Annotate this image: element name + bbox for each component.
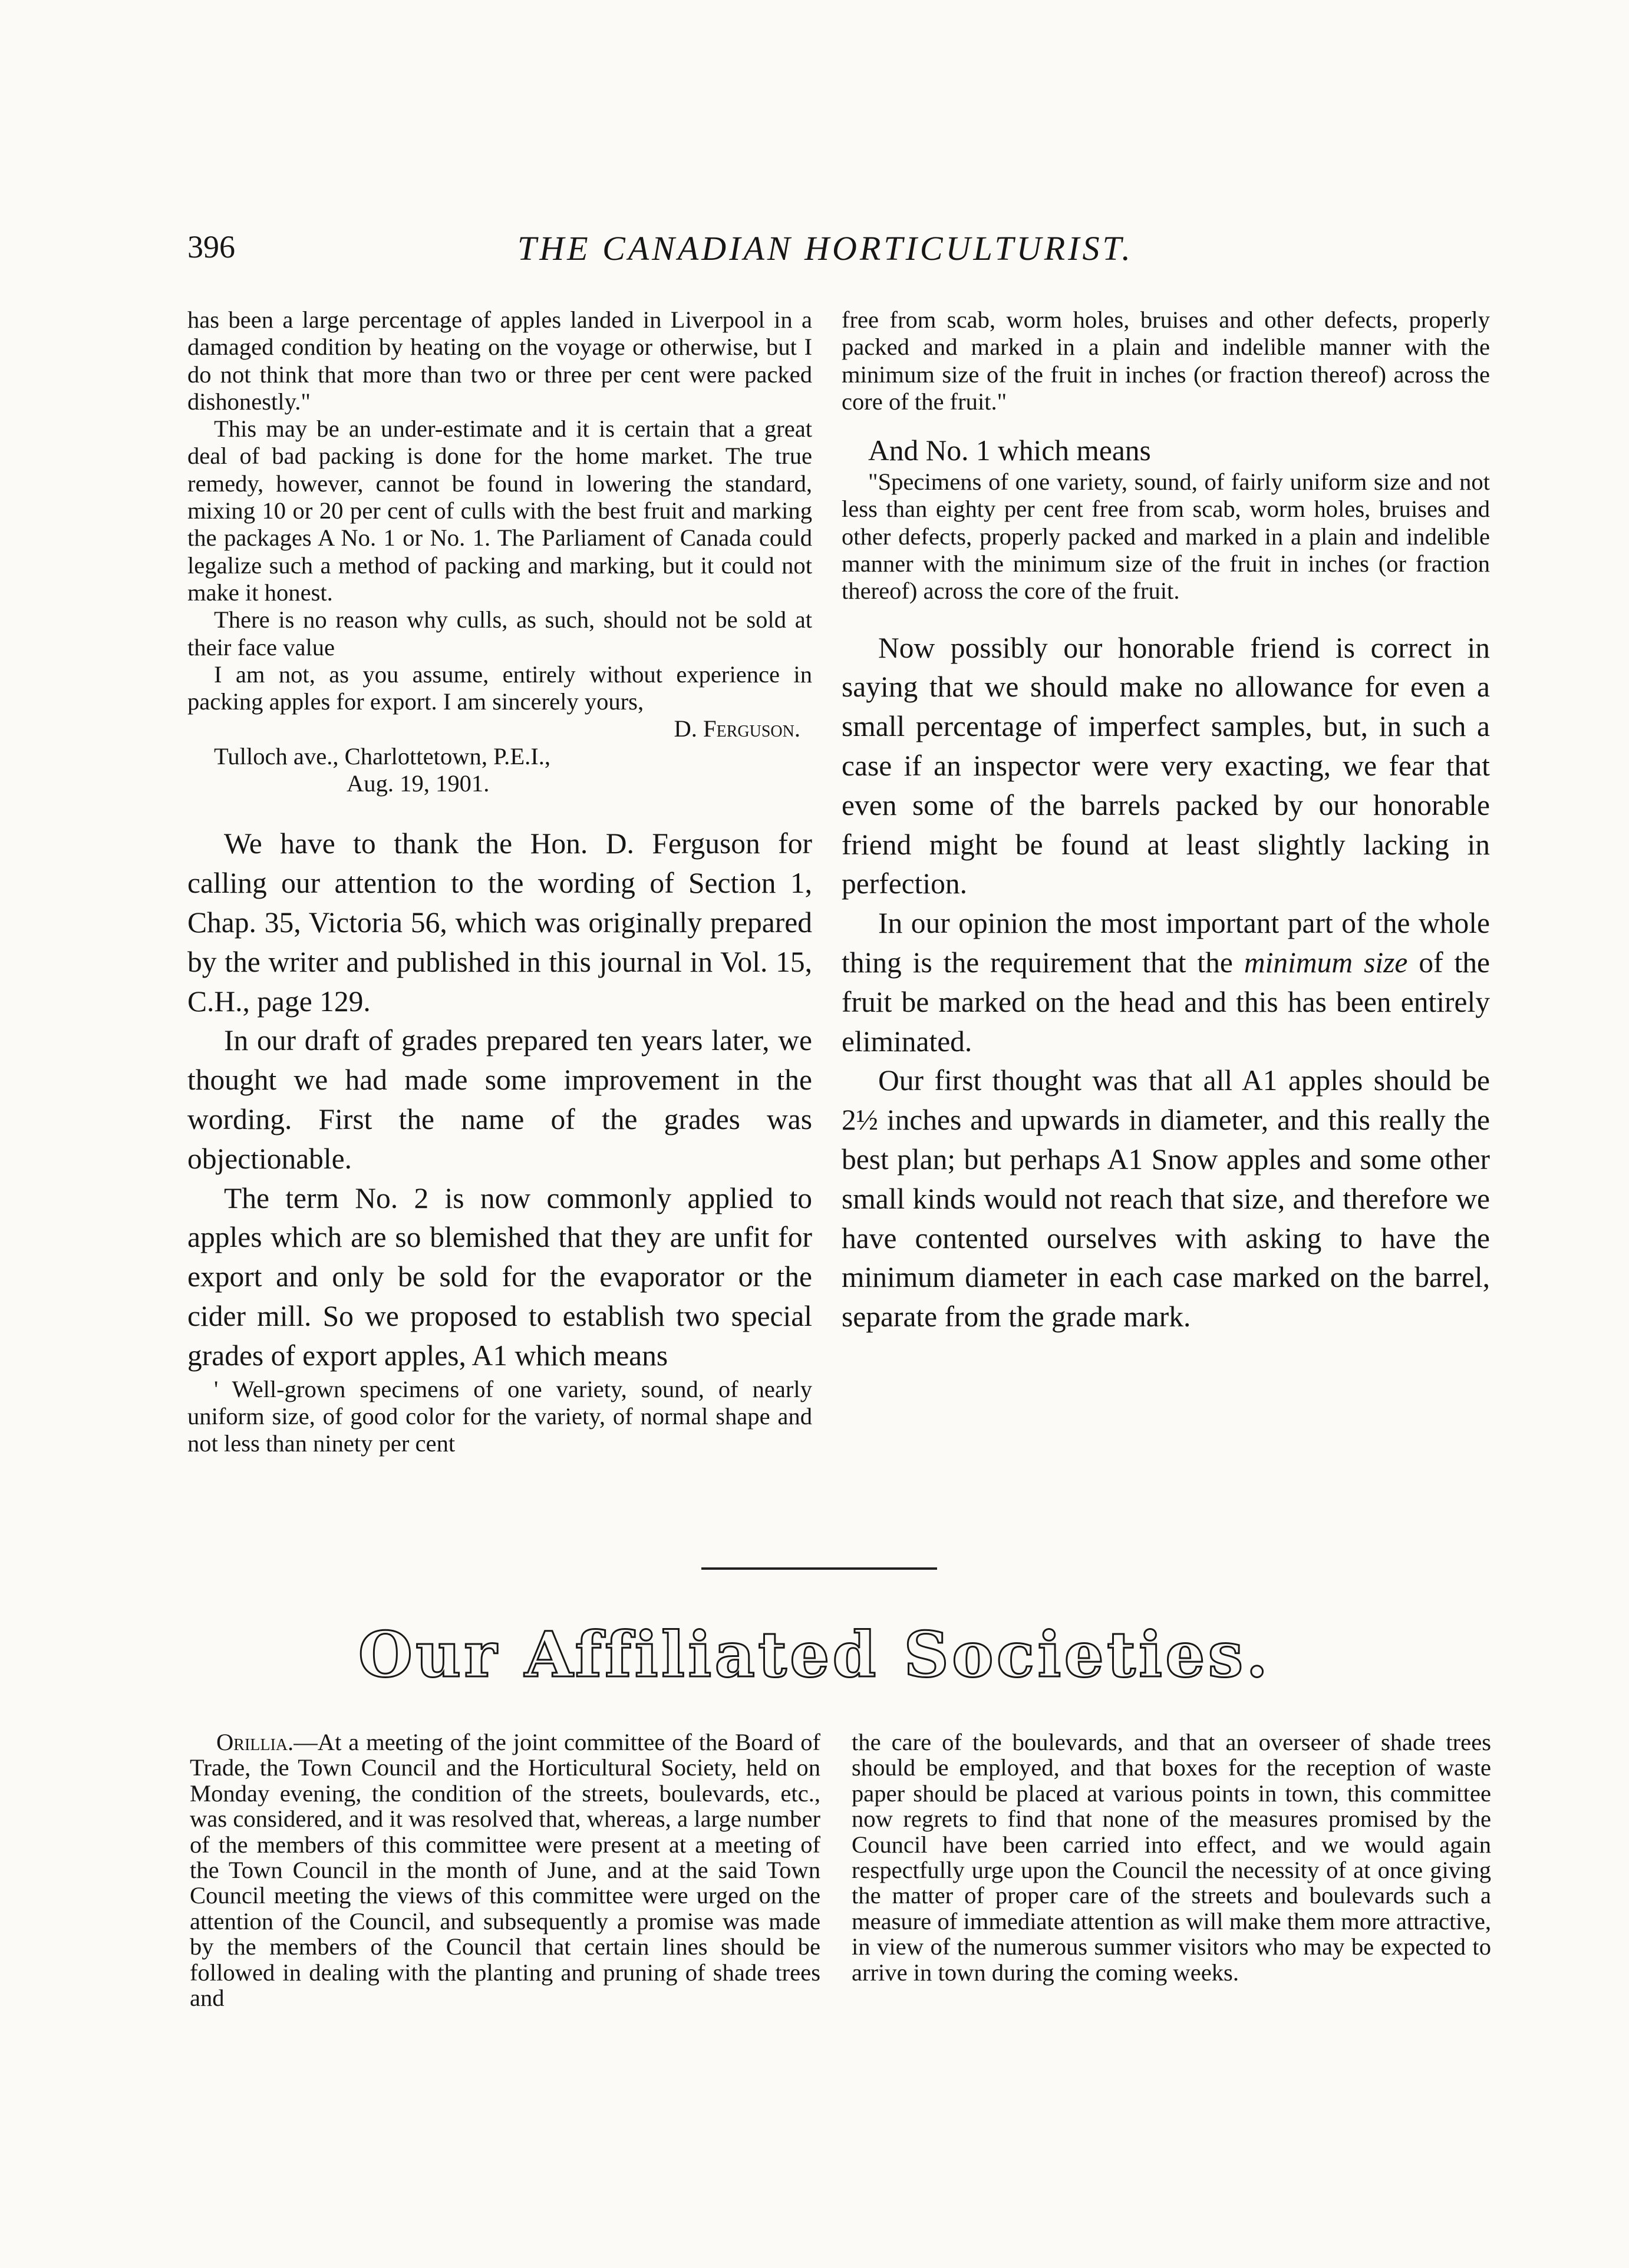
- letter-signature: D. Ferguson.: [674, 715, 800, 742]
- grade-a1-quote: ' Well-grown specimens of one variety, sound, of nearly uniform size, of good color for the variety, of normal shape and not less than ninety per cent: [187, 1375, 812, 1457]
- page-header: [187, 229, 1519, 282]
- running-title: THE CANADIAN HORTICULTURIST.: [517, 229, 1133, 268]
- editorial-paragraph: [842, 904, 1490, 1061]
- letter-place: Tulloch ave., Charlottetown, P.E.I.,: [214, 742, 551, 770]
- grade-a1-quote-continued: free from scab, worm holes, bruises and other defects, properly packed and marked in a plain and indelible manner with the minimum size of the fruit in inches (or fraction thereof) across the core of the fruit.": [842, 306, 1490, 415]
- letter-paragraph: I am not, as you assume, entirely without experience in packing apples for export. I am sincerely yours,: [187, 661, 812, 715]
- page-number: 396: [187, 229, 235, 265]
- emphasis-text: minimum size: [1244, 946, 1408, 979]
- letter-paragraph: has been a large percentage of apples landed in Liverpool in a damaged condition by heating on the voyage or otherwise, but I do not think that more than two or three per cent were packed dishonestly.": [187, 306, 812, 415]
- section-title: Our Affiliated Societies.: [358, 1617, 1271, 1691]
- letter-paragraph: There is no reason why culls, as such, should not be sold at their face value: [187, 606, 812, 661]
- right-column: [842, 306, 1490, 1532]
- left-column: [187, 306, 812, 1532]
- letter-date: Aug. 19, 1901.: [347, 770, 490, 797]
- section-lead: Orillia.: [216, 1729, 294, 1755]
- editorial-paragraph: In our draft of grades prepared ten years later, we thought we had made some improvement in the wording. First the name of the grades was objectionable.: [187, 1024, 812, 1175]
- editorial-paragraph: We have to thank the Hon. D. Ferguson for calling our attention to the wording of Section 1, Chap. 35, Victoria 56, which was originally prepared by the writer and published in this journal in Vol. 15, C.H., page 129.: [187, 827, 812, 1018]
- section-divider: [701, 1567, 937, 1570]
- editorial-paragraph: Now possibly our honorable friend is correct in saying that we should make no allowance for even a small percentage of imperfect samples, but, in such a case if an inspector were very exacting, we fear that even some of the barrels packed by our honorable friend might be found at least slightly lacking in perfection.: [842, 631, 1490, 900]
- section-text: —At a meeting of the joint committee of the Board of Trade, the Town Council and the Horticultural Society, held on Monday evening, the condition of the streets, boulevards, etc., was considered, and it was resolved that, whereas, a large number of the members of this committee were present at a meeting of the Town Council in the month of June, and at the said Town Council meeting the views of this committee were urged on the attention of the Council, and subsequently a promise was made by the members of the Council that certain lines should be followed in dealing with the planting and pruning of shade trees and: [190, 1729, 820, 2012]
- section-text: the care of the boulevards, and that an overseer of shade trees should be employed, and that boxes for the reception of waste paper should be placed at various points in town, this committee now regrets to find that none of the measures promised by the Council have been carried into effect, and we would again respectfully urge upon the Council the necessity of at once giving the matter of proper care of the streets and boulevards such a measure of immediate attention as will make them more attractive, in view of the numerous summer visitors who may be expected to arrive in town during the coming weeks.: [852, 1729, 1491, 1986]
- letter-paragraph: This may be an under-estimate and it is certain that a great deal of bad packing is done for the home market. The true remedy, however, cannot be found in lowering the standard, mixing 10 or 20 per cent of culls with the best fruit and marking the packages A No. 1 or No. 1. The Parliament of Canada could legalize such a method of packing and marking, but it could not make it honest.: [187, 415, 812, 606]
- paragraph-text: of the fruit be marked on the head and this has been entirely eliminated.: [842, 946, 1490, 1058]
- editorial-paragraph: Our first thought was that all A1 apples should be 2½ inches and upwards in diameter, and this really the best plan; but perhaps A1 Snow apples and some other small kinds would not reach that size, and therefore we have contented ourselves with asking to have the minimum diameter in each case marked on the barrel, separate from the grade mark.: [842, 1064, 1490, 1333]
- section-left-column: [190, 1729, 820, 2083]
- lead-in-no1: And No. 1 which means: [868, 434, 1151, 467]
- editorial-paragraph: The term No. 2 is now commonly applied to apples which are so blemished that they are unfit for export and only be sold for the evaporator or the cider mill. So we proposed to establish two special grades of export apples, A1 which means: [187, 1181, 812, 1372]
- grade-no1-quote: "Specimens of one variety, sound, of fairly uniform size and not less than eighty per cent free from scab, worm holes, bruises and other defects, properly packed and marked in a plain and indelible manner with the minimum size of the fruit in inches (or fraction thereof) across the core of the fruit.: [842, 468, 1490, 605]
- paragraph-text: In our opinion the most important part of the whole thing is the requirement that the: [842, 907, 1490, 979]
- section-right-column: [852, 1729, 1491, 2083]
